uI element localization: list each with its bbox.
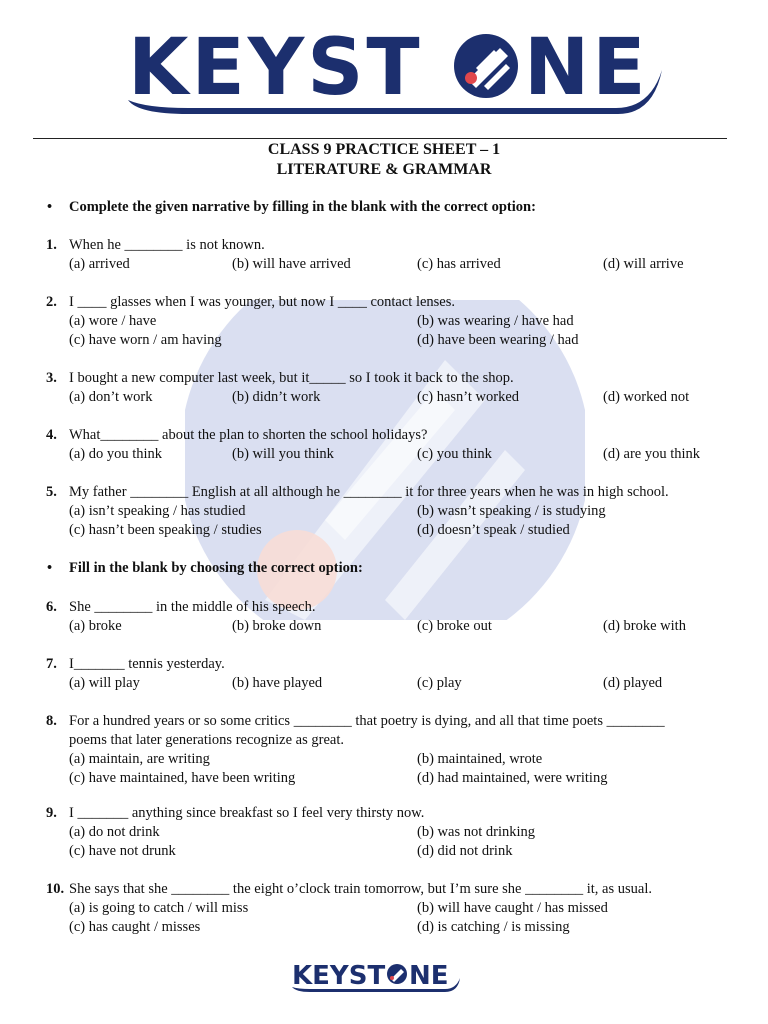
option-b: (b) didn’t work [232,389,321,405]
option-c: (c) has caught / misses [69,919,201,935]
options [69,521,736,540]
options [69,502,736,521]
question-stem-continued: poems that later generations recognize as great. [69,732,344,748]
instruction-text: Fill in the blank by choosing the correct option: [69,560,363,576]
section-instruction-1 [47,199,536,216]
question-4 [46,426,736,464]
option-d: (d) are you think [603,446,701,462]
options [69,388,736,407]
keystone-logo [128,18,668,118]
options [69,769,736,788]
option-d: (d) is catching / is missing [417,919,570,935]
header-divider [33,138,727,139]
options [69,899,736,918]
option-c: (c) broke out [417,618,492,634]
option-c: (c) has arrived [417,256,501,272]
option-c: (c) have maintained, have been writing [69,770,296,786]
question-stem: She says that she ________ the eight o’clock train tomorrow, but I’m sure she ________ it, as usual. [69,881,652,897]
logo-graphic [128,18,668,118]
logo-o-icon [454,34,518,98]
question-stem: I_______ tennis yesterday. [69,656,225,672]
option-b: (b) was wearing / have had [417,313,574,329]
footer-logo [290,958,470,998]
footer-logo-graphic [290,958,470,998]
question-3 [46,369,736,407]
question-number: 8. [46,713,57,729]
question-10 [46,880,736,937]
option-b: (b) maintained, wrote [417,751,543,767]
option-b: (b) will have arrived [232,256,351,272]
option-a: (a) maintain, are writing [69,751,210,767]
logo-text-right: NE [524,23,649,113]
question-number: 2. [46,294,57,310]
question-number: 4. [46,427,57,443]
question-number: 3. [46,370,57,386]
question-9 [46,804,736,861]
option-b: (b) have played [232,675,323,691]
footer-logo-text-right: NE [409,961,449,991]
option-b: (b) broke down [232,618,322,634]
options [69,674,736,693]
question-stem: I ____ glasses when I was younger, but now I ____ contact lenses. [69,294,456,310]
option-c: (c) you think [417,446,492,462]
question-8 [46,712,736,788]
sheet-title: CLASS 9 PRACTICE SHEET – 1 [267,141,501,158]
option-b: (b) will you think [232,446,334,462]
options [69,617,736,636]
options [69,750,736,769]
option-a: (a) arrived [69,256,130,272]
bullet: • [47,560,53,576]
options [69,312,736,331]
bullet: • [47,199,53,215]
option-b: (b) was not drinking [417,824,535,840]
footer-logo-o-icon [387,964,407,984]
option-b: (b) wasn’t speaking / is studying [417,503,606,519]
question-stem: What________ about the plan to shorten the school holidays? [69,427,428,443]
options [69,918,736,937]
question-stem: I _______ anything since breakfast so I feel very thirsty now. [69,805,425,821]
question-number: 10. [46,881,65,897]
option-c: (c) have worn / am having [69,332,222,348]
question-2 [46,293,736,350]
option-d: (d) did not drink [417,843,513,859]
option-c: (c) play [417,675,462,691]
option-a: (a) wore / have [69,313,157,329]
option-d: (d) worked not [603,389,690,405]
options [69,445,736,464]
question-number: 1. [46,237,57,253]
footer-logo-text-left: KEYST [292,961,386,991]
question-number: 5. [46,484,57,500]
option-c: (c) hasn’t been speaking / studies [69,522,262,538]
options [69,842,736,861]
option-d: (d) will arrive [603,256,684,272]
option-a: (a) do you think [69,446,163,462]
section-instruction-2 [47,560,363,577]
question-5 [46,483,736,540]
option-c: (c) hasn’t worked [417,389,520,405]
option-d: (d) played [603,675,663,691]
option-a: (a) broke [69,618,122,634]
question-number: 9. [46,805,57,821]
options [69,823,736,842]
sheet-subtitle: LITERATURE & GRAMMAR [276,161,492,178]
option-d: (d) had maintained, were writing [417,770,608,786]
question-6 [46,598,736,636]
question-7 [46,655,736,693]
question-number: 7. [46,656,57,672]
option-a: (a) do not drink [69,824,160,840]
option-a: (a) isn’t speaking / has studied [69,503,246,519]
option-c: (c) have not drunk [69,843,176,859]
question-stem: I bought a new computer last week, but it_____ so I took it back to the shop. [69,370,514,386]
option-d: (d) have been wearing / had [417,332,579,348]
option-b: (b) will have caught / has missed [417,900,608,916]
question-stem: My father ________ English at all although he ________ it for three years when he was in high school. [69,484,669,500]
options [69,331,736,350]
option-d: (d) doesn’t speak / studied [417,522,570,538]
option-a: (a) is going to catch / will miss [69,900,249,916]
question-1 [46,236,736,274]
options [69,255,736,274]
question-stem: When he ________ is not known. [69,237,265,253]
question-number: 6. [46,599,57,615]
question-stem: She ________ in the middle of his speech. [69,599,316,615]
option-a: (a) don’t work [69,389,153,405]
option-d: (d) broke with [603,618,686,634]
instruction-text: Complete the given narrative by filling in the blank with the correct option: [69,199,536,215]
question-stem: For a hundred years or so some critics ________ that poetry is dying, and all that time poets ________ [69,713,665,729]
logo-text-left: KEYST [128,23,423,113]
option-a: (a) will play [69,675,140,691]
